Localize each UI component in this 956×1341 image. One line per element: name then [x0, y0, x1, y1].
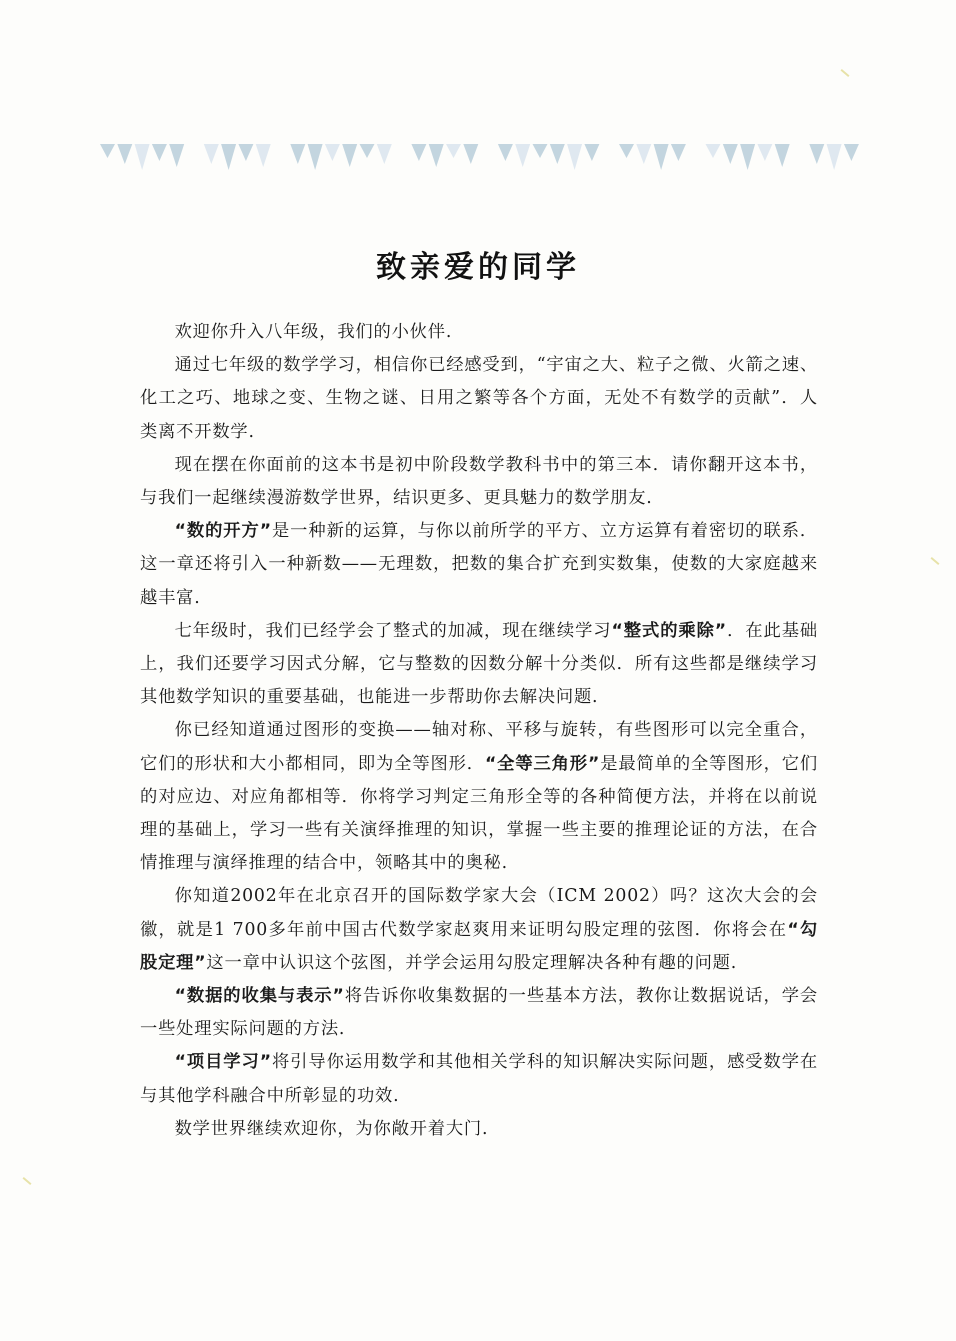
- body-paragraph: [140, 449, 818, 515]
- paragraph-text: ．在此基础上，我们还要学习因式分解，它与整数的因数分解十分类似．所有这些都是继续学习其他数学知识的重要基础，也能进一步帮助你去解决问题.: [140, 620, 818, 708]
- bunting-flag: [100, 144, 115, 158]
- body-paragraph: [140, 615, 818, 715]
- body-paragraph: [140, 515, 818, 615]
- body-paragraph: [140, 714, 818, 880]
- bunting-flag: [290, 144, 305, 164]
- bunting-flag: [463, 144, 478, 164]
- paragraph-text: 欢迎你升入八年级，我们的小伙伴.: [174, 322, 453, 342]
- bunting-flag: [325, 144, 340, 161]
- bunting-flag: [498, 144, 513, 161]
- bunting-flag: [533, 144, 548, 158]
- bunting-flag: [550, 144, 565, 164]
- bunting-flag: [169, 144, 184, 167]
- highlighted-topic: “勾股定理”: [140, 919, 818, 973]
- paragraph-text: 将引导你运用数学和其他相关学科的知识解决实际问题，感受数学在与其他学科融合中所彰显的功效.: [140, 1052, 818, 1106]
- bunting-flag: [809, 144, 824, 164]
- paragraph-text: 是最简单的全等图形，它们的对应边、对应角都相等．你将学习判定三角形全等的各种简便方法，并将在以前说理的基础上，学习一些有关演绎推理的知识，掌握一些主要的推理论证的方法，在合情推理与演绎推理的结合中，领略其中的奥秘.: [140, 753, 818, 874]
- paragraph-text: 你已经知道通过图形的变换——轴对称、平移与旋转，有些图形可以完全重合，它们的形状和大小都相同，即为全等图形．: [140, 720, 818, 774]
- paragraph-text: 现在摆在你面前的这本书是初中阶段数学教科书中的第三本．请你翻开这本书，与我们一起继续漫游数学世界，结识更多、更具魅力的数学朋友.: [140, 454, 818, 509]
- body-paragraph: [140, 1113, 818, 1146]
- highlighted-topic: “全等三角形”: [484, 753, 601, 774]
- bunting-flag: [135, 144, 150, 170]
- paragraph-text: 是一种新的运算，与你以前所学的平方、立方运算有着密切的联系．这一章还将引入一种新数——无理数，把数的集合扩充到实数集，使数的大家庭越来越丰富.: [140, 521, 818, 608]
- bunting-flag: [671, 144, 686, 161]
- bunting-flag: [256, 144, 271, 167]
- highlighted-topic: “整式的乘除”: [611, 620, 727, 641]
- highlighted-topic: “数据的收集与表示”: [174, 986, 345, 1007]
- body-paragraph: [140, 880, 818, 980]
- bunting-flag: [723, 144, 738, 164]
- decorative-bunting-banner: [100, 140, 860, 176]
- bunting-flag: [740, 144, 755, 170]
- bunting-flag: [619, 144, 634, 158]
- bunting-flag: [567, 144, 582, 170]
- body-paragraph: [140, 316, 818, 349]
- bunting-flag: [238, 144, 253, 161]
- bunting-flag: [204, 144, 219, 164]
- bunting-flag: [757, 144, 772, 161]
- page-title: 致亲爱的同学: [376, 250, 580, 286]
- bunting-flag: [221, 144, 236, 170]
- body-paragraph: [140, 1046, 818, 1112]
- body-paragraph: [140, 980, 818, 1046]
- bunting-flag: [117, 144, 132, 164]
- bunting-flag: [152, 144, 167, 161]
- corner-mark-right: [931, 557, 940, 565]
- paragraph-text: 你知道2002年在北京召开的国际数学家大会（ICM 2002）吗？这次大会的会徽，就是1 700多年前中国古代数学家赵爽用来证明勾股定理的弦图．你将会在: [140, 886, 818, 940]
- paragraph-text: 将告诉你收集数据的一些基本方法，教你让数据说话，学会一些处理实际问题的方法.: [140, 986, 818, 1040]
- bunting-flag: [706, 144, 721, 158]
- bunting-flag: [342, 144, 357, 167]
- bunting-flag: [377, 144, 392, 164]
- bunting-flag: [446, 144, 461, 158]
- bunting-flag: [411, 144, 426, 161]
- paragraph-text: 数学世界继续欢迎你，为你敞开着大门.: [174, 1118, 489, 1139]
- corner-mark-left: [23, 1177, 32, 1185]
- bunting-flag: [584, 144, 599, 161]
- letter-body: [140, 316, 818, 1146]
- bunting-flag: [429, 144, 444, 167]
- bunting-flag: [360, 144, 375, 158]
- bunting-flag: [827, 144, 842, 170]
- paragraph-text: 这一章中认识这个弦图，并学会运用勾股定理解决各种有趣的问题.: [206, 952, 738, 973]
- bunting-flag: [636, 144, 651, 164]
- highlighted-topic: “项目学习”: [174, 1052, 272, 1073]
- paragraph-text: 七年级时，我们已经学会了整式的加减，现在继续学习: [174, 620, 612, 641]
- bunting-flag: [308, 144, 323, 170]
- highlighted-topic: “数的开方”: [174, 521, 272, 542]
- bunting-flag: [844, 144, 859, 161]
- bunting-flag: [775, 144, 790, 167]
- bunting-flag: [515, 144, 530, 167]
- bunting-flag: [654, 144, 669, 170]
- body-paragraph: [140, 349, 818, 449]
- corner-mark-top: [841, 69, 850, 77]
- paragraph-text: 通过七年级的数学学习，相信你已经感受到，“宇宙之大、粒子之微、火箭之速、化工之巧、地球之变、生物之谜、日用之繁等各个方面，无处不有数学的贡献”．人类离不开数学.: [140, 355, 818, 442]
